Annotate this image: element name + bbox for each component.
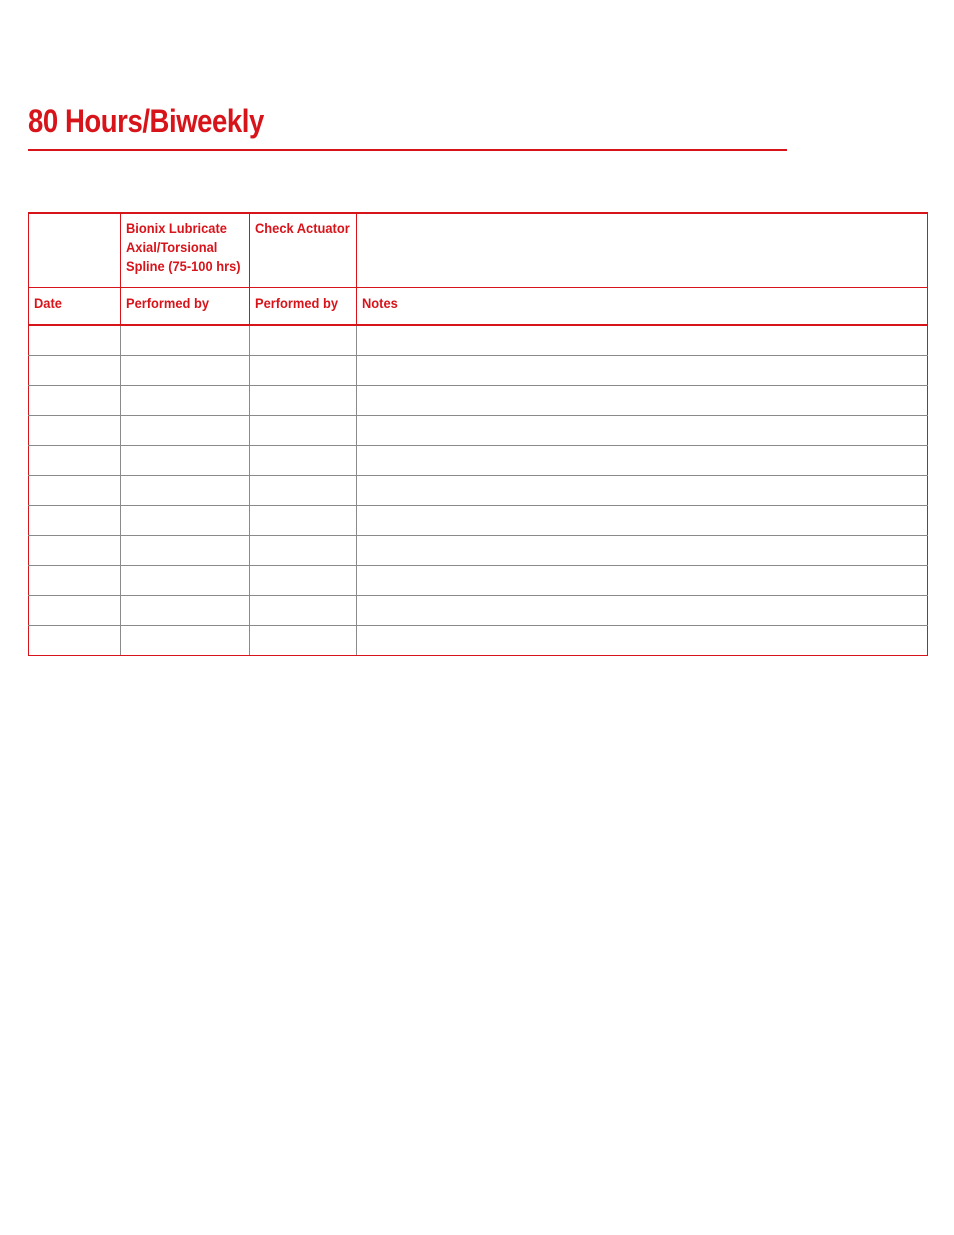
date-cell[interactable] [29,626,121,656]
table-row [29,386,928,416]
performed-by-lubricate-cell[interactable] [121,476,250,506]
table-row [29,506,928,536]
performed-by-lubricate-cell[interactable] [121,446,250,476]
task-header-cell-date [29,213,121,288]
notes-cell[interactable] [357,566,928,596]
notes-cell[interactable] [357,596,928,626]
date-cell[interactable] [29,356,121,386]
performed-by-lubricate-cell[interactable] [121,506,250,536]
title-underline [28,149,787,151]
performed-by-lubricate-cell[interactable] [121,536,250,566]
notes-cell[interactable] [357,416,928,446]
performed-by-actuator-cell[interactable] [250,446,357,476]
performed-by-lubricate-cell[interactable] [121,386,250,416]
table-row [29,596,928,626]
date-cell[interactable] [29,386,121,416]
performed-by-lubricate-cell[interactable] [121,325,250,356]
notes-cell[interactable] [357,446,928,476]
column-header-performed-by-lubricate: Performed by [121,288,250,326]
performed-by-lubricate-cell[interactable] [121,356,250,386]
table-row [29,325,928,356]
performed-by-actuator-cell[interactable] [250,506,357,536]
notes-cell[interactable] [357,506,928,536]
table-row [29,446,928,476]
date-cell[interactable] [29,446,121,476]
date-cell[interactable] [29,476,121,506]
table-row [29,626,928,656]
table-row [29,566,928,596]
table-row [29,416,928,446]
date-cell[interactable] [29,596,121,626]
task-header-cell-notes [357,213,928,288]
date-cell[interactable] [29,536,121,566]
table-row [29,536,928,566]
notes-cell[interactable] [357,356,928,386]
notes-cell[interactable] [357,325,928,356]
performed-by-actuator-cell[interactable] [250,386,357,416]
notes-cell[interactable] [357,626,928,656]
notes-cell[interactable] [357,476,928,506]
performed-by-actuator-cell[interactable] [250,536,357,566]
task-header-cell-lubricate: Bionix Lubricate Axial/Torsional Spline (75-100 hrs) [121,213,250,288]
task-header-row [29,213,928,288]
maintenance-log-table [28,212,928,656]
notes-cell[interactable] [357,386,928,416]
performed-by-actuator-cell[interactable] [250,325,357,356]
date-cell[interactable] [29,325,121,356]
date-cell[interactable] [29,566,121,596]
performed-by-actuator-cell[interactable] [250,416,357,446]
performed-by-lubricate-cell[interactable] [121,596,250,626]
table-row [29,476,928,506]
column-header-date: Date [29,288,121,326]
performed-by-actuator-cell[interactable] [250,596,357,626]
table-row [29,356,928,386]
date-cell[interactable] [29,416,121,446]
performed-by-actuator-cell[interactable] [250,356,357,386]
notes-cell[interactable] [357,536,928,566]
column-header-notes: Notes [357,288,928,326]
date-cell[interactable] [29,506,121,536]
column-header-row [29,288,928,326]
performed-by-actuator-cell[interactable] [250,626,357,656]
performed-by-actuator-cell[interactable] [250,566,357,596]
performed-by-actuator-cell[interactable] [250,476,357,506]
page-title: 80 Hours/Biweekly [28,103,264,139]
performed-by-lubricate-cell[interactable] [121,416,250,446]
task-header-cell-check-actuator: Check Actuator [250,213,357,288]
performed-by-lubricate-cell[interactable] [121,566,250,596]
column-header-performed-by-actuator: Performed by [250,288,357,326]
performed-by-lubricate-cell[interactable] [121,626,250,656]
